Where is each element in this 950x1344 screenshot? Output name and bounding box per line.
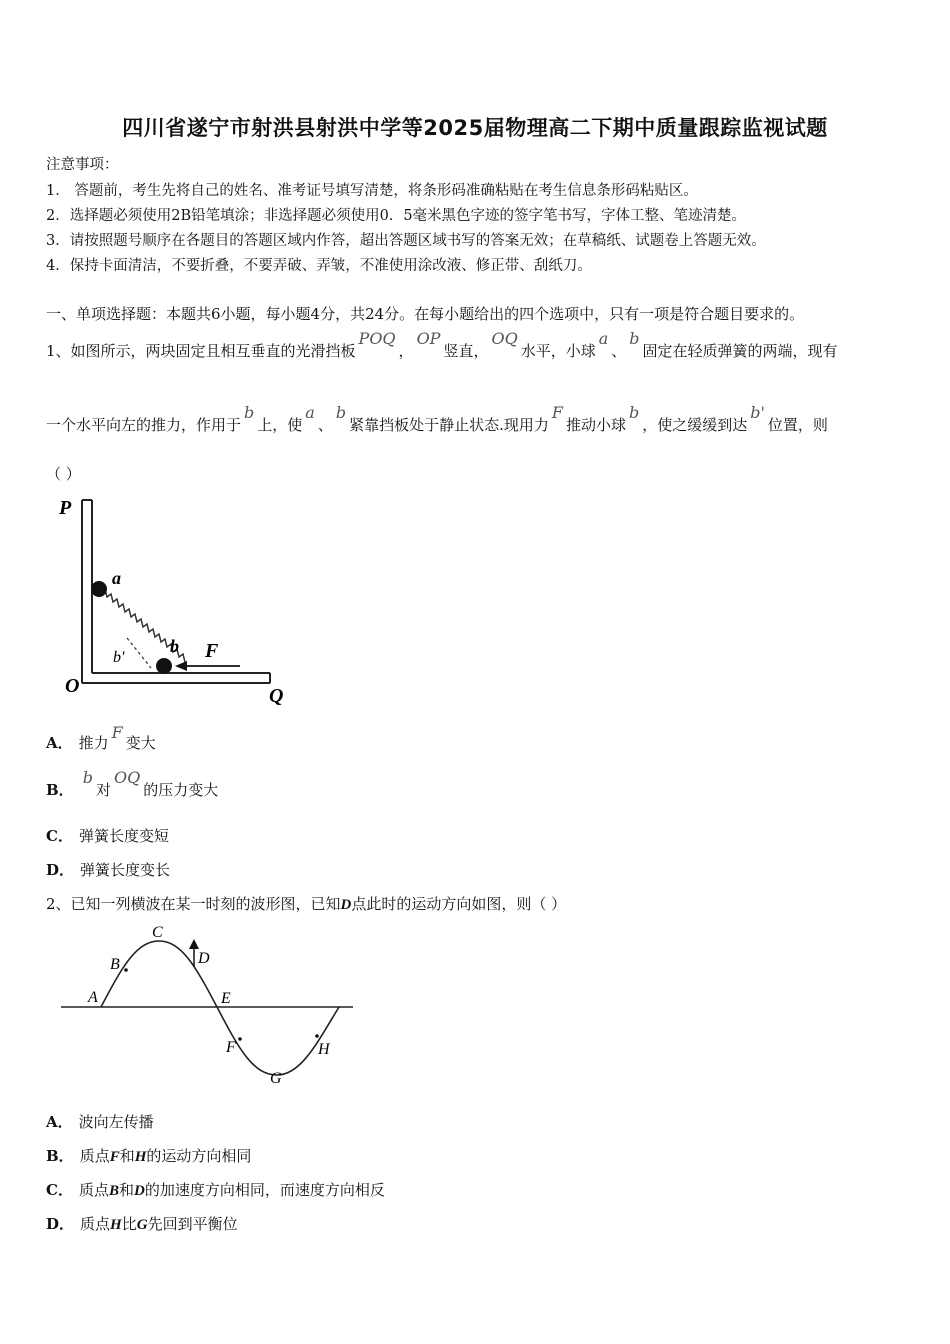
wave-label-G: G bbox=[270, 1070, 282, 1087]
dashed-guide bbox=[127, 638, 151, 668]
point-b bbox=[124, 968, 128, 972]
wave-label-E: E bbox=[221, 990, 231, 1007]
force-arrow-head bbox=[175, 661, 187, 671]
wave-label-F: F bbox=[226, 1039, 236, 1056]
notice-item-1: 1． 答题前，考生先将自己的姓名、准考证号填写清楚，将条形码准确粘贴在考生信息条形码粘贴区。 bbox=[46, 183, 698, 199]
q1-option-b[interactable]: B．b对OQ的压力变大 bbox=[46, 768, 219, 799]
label-b-prime: b' bbox=[113, 649, 125, 666]
d-velocity-arrow-head bbox=[189, 939, 199, 949]
notice-item-2: 2．选择题必须使用2B铅笔填涂；非选择题必须使用0．5毫米黑色字迹的签字笔书写，字体工整、笔迹清楚。 bbox=[46, 208, 747, 224]
q2-stem: 2、已知一列横波在某一时刻的波形图，已知D点此时的运动方向如图，则（ ） bbox=[46, 895, 567, 913]
q1-option-a[interactable]: A． 推力F变大 bbox=[46, 723, 156, 752]
point-f bbox=[238, 1037, 242, 1041]
wave-label-C: C bbox=[152, 925, 163, 941]
notice-item-4: 4．保持卡面清洁，不要折叠，不要弄破、弄皱，不准使用涂改液、修正带、刮纸刀。 bbox=[46, 258, 592, 274]
wave-curve bbox=[101, 941, 339, 1075]
q1-answer-paren: （ ） bbox=[46, 465, 81, 483]
q1-option-c[interactable]: C． 弹簧长度变短 bbox=[46, 827, 169, 845]
wave-label-D: D bbox=[198, 950, 210, 967]
wave-label-H: H bbox=[318, 1041, 330, 1058]
q2-option-a[interactable]: A． 波向左传播 bbox=[46, 1113, 154, 1131]
q2-option-b[interactable]: B． 质点F和H的运动方向相同 bbox=[46, 1147, 252, 1165]
q2-option-c[interactable]: C． 质点B和D的加速度方向相同，而速度方向相反 bbox=[46, 1181, 385, 1199]
label-P: P bbox=[59, 497, 72, 519]
q1-stem-line2: 一个水平向左的推力，作用于b上，使a、b紧靠挡板处于静止状态.现用力F推动小球b，使之缓缓到达b'位置，则 bbox=[46, 403, 828, 434]
page-title: 四川省遂宁市射洪县射洪中学等2025届物理高二下期中质量跟踪监视试题 bbox=[122, 116, 828, 140]
point-h bbox=[315, 1034, 319, 1038]
label-F: F bbox=[205, 640, 219, 662]
q1-figure bbox=[55, 490, 295, 710]
label-Q: Q bbox=[269, 685, 284, 707]
q1-option-d[interactable]: D． 弹簧长度变长 bbox=[46, 861, 171, 879]
notice-heading: 注意事项： bbox=[46, 157, 119, 173]
wave-label-B: B bbox=[110, 956, 120, 973]
label-a: a bbox=[112, 568, 121, 588]
q2-option-d[interactable]: D． 质点H比G先回到平衡位 bbox=[46, 1215, 238, 1233]
section-heading: 一、单项选择题：本题共6小题，每小题4分，共24分。在每小题给出的四个选项中，只有一项是符合题目要求的。 bbox=[46, 305, 805, 323]
ball-a bbox=[91, 581, 107, 597]
wave-label-A: A bbox=[88, 989, 98, 1006]
ball-b bbox=[156, 658, 172, 674]
q2-wave-figure bbox=[55, 925, 365, 1095]
label-b: b bbox=[170, 636, 179, 656]
notice-item-3: 3．请按照题号顺序在各题目的答题区域内作答，超出答题区域书写的答案无效；在草稿纸、试题卷上答题无效。 bbox=[46, 233, 766, 249]
label-O: O bbox=[65, 675, 80, 697]
q1-stem-line1: 1、如图所示，两块固定且相互垂直的光滑挡板POQ，OP竖直，OQ水平，小球a、b固定在轻质弹簧的两端，现有 bbox=[46, 329, 838, 360]
